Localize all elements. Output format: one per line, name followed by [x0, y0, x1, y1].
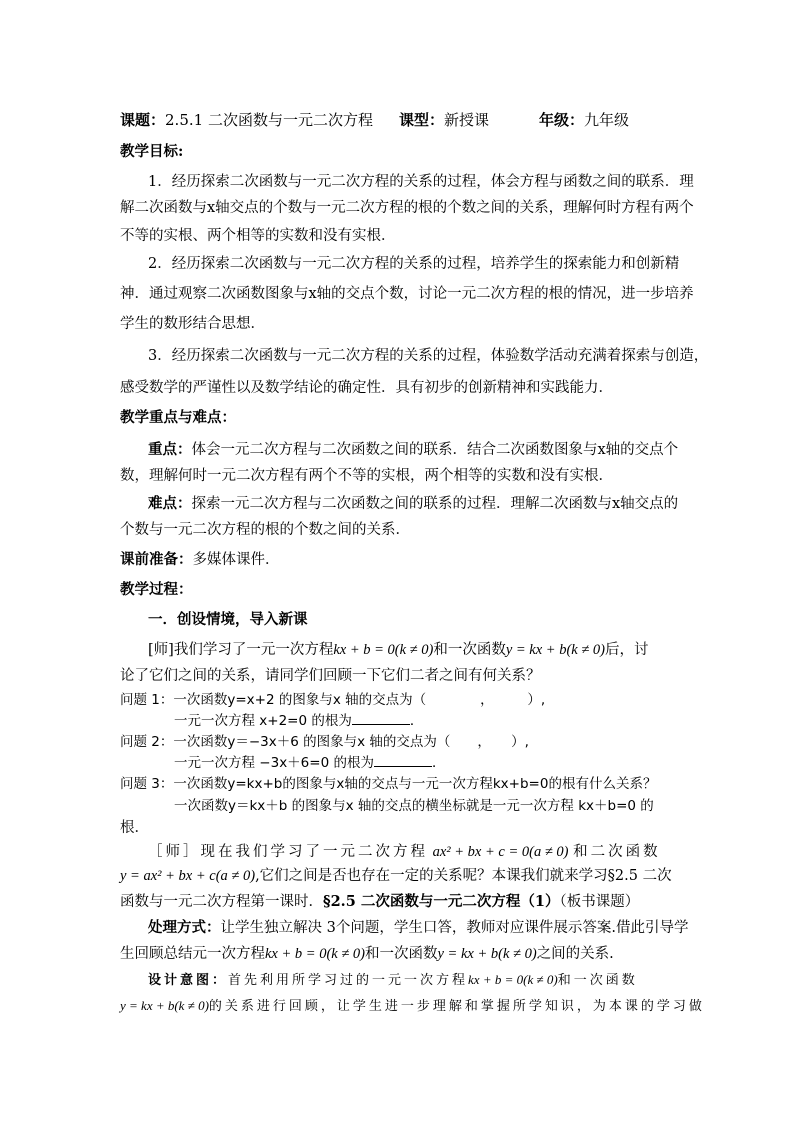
objective-1-line-2: 解二次函数与x轴交点的个数与一元二次方程的根的个数之间的关系，理解何时方程有两个: [120, 200, 694, 216]
teacher-quad-line-2: [120, 866, 672, 886]
design-label: 设计意图：: [148, 973, 229, 988]
key-point-line-2: 数，理解何时一元二次方程有两个不等的实根，两个相等的实数和没有实根．: [120, 468, 613, 484]
teacher-intro-text-a: [师]我们学习了一元一次方程: [148, 642, 334, 658]
quadratic-function: y = ax² + bx + c(a ≠ 0): [120, 868, 256, 884]
objective-1-line-1: 1．经历探索二次函数与一元二次方程的关系的过程，体会方程与函数之间的联系．理: [148, 174, 694, 190]
answer-blank: [374, 752, 432, 767]
prep-value: 多媒体课件．: [192, 552, 280, 568]
board-note: （板书课题）: [559, 894, 640, 910]
design-line-2: [120, 996, 705, 1017]
key-point-label: 重点：: [148, 441, 192, 458]
teacher-intro-line-1: [148, 640, 649, 660]
topic-value: 2.5.1 二次函数与一元二次方程: [165, 111, 373, 129]
question-3-line-2: 一次函数y＝kx＋b 的图象与x 轴的交点的横坐标就是一元一次方程 kx＋b=0 的: [174, 798, 654, 814]
method-text-a: 让学生独立解决 3个问题，学生口答，教师对应课件展示答案.借此引导学: [220, 920, 689, 936]
grade-label: 年级：: [538, 111, 584, 129]
objectives-heading: 教学目标:: [120, 143, 184, 160]
method-linear-equation: kx + b = 0(k ≠ 0): [265, 946, 365, 962]
prep-label: 课前准备：: [120, 551, 193, 568]
objective-2-line-2: 神．通过观察二次函数图象与x轴的交点个数，讨论一元二次方程的根的情况，进一步培养: [120, 286, 694, 302]
question-1-line-1: 问题 1：一次函数y=x+2 的图象与x 轴的交点为（ ， ）,: [120, 692, 546, 708]
method-label: 处理方式：: [148, 919, 221, 936]
teacher-quad-text-c: ,它们之间是否也存在一定的关系呢？本课我们就来学习§2.5 二次: [255, 868, 672, 884]
teacher-intro-text-c: 后，讨: [605, 642, 649, 658]
linear-function: y = kx + b(k ≠ 0): [505, 642, 606, 658]
design-line-1: [148, 970, 638, 991]
objective-2-line-1: 2．经历探索二次函数与一元二次方程的关系的过程，培养学生的探索能力和创新精: [148, 256, 680, 272]
question-3-line-3: 根．: [120, 820, 149, 836]
method-line-2: [120, 944, 614, 964]
linear-equation: kx + b = 0(k ≠ 0): [333, 642, 434, 658]
objective-3-line-1: 3．经历探索二次函数与一元二次方程的关系的过程，体验数学活动充满着探索与创造，: [148, 348, 709, 364]
type-label: 课型：: [398, 111, 444, 129]
key-point-line-1: [148, 440, 678, 460]
difficulty-text: 探索一元二次方程与二次函数之间的联系的过程．理解二次函数与x轴交点的: [191, 496, 679, 512]
objective-1-line-3: 不等的实根、两个相等的实数和没有实根．: [120, 228, 396, 244]
lesson-header: [120, 110, 629, 130]
section-1-heading: 一．创设情境，导入新课: [148, 611, 308, 628]
design-text-a1: 首先利用所学习过的一元一次方程: [228, 973, 469, 988]
objective-3-line-2: 感受数学的严谨性以及数学结论的确定性．具有初步的创新精神和实践能力．: [120, 380, 613, 396]
question-1-text: 一元一次方程 x+2=0 的根为: [174, 713, 352, 729]
quadratic-equation: ax² + bx + c = 0(a ≠ 0): [432, 844, 569, 860]
question-2-line-1: 问题 2：一次函数y＝−3x＋6 的图象与x 轴的交点为（ ， ）,: [120, 734, 529, 750]
grade-value: 九年级: [584, 111, 630, 129]
design-linear-equation: kx + b = 0(k ≠ 0): [468, 972, 558, 987]
keypoints-heading: 教学重点与难点：: [120, 409, 236, 426]
type-value: 新授课: [443, 111, 489, 129]
design-linear-function: y = kx + b(k ≠ 0): [120, 998, 209, 1013]
teacher-intro-line-2: 论了它们之间的关系，请同学们回顾一下它们二者之间有何关系？: [120, 668, 541, 684]
teacher-quad-text-a: ［师］现在我们学习了一元二次方程: [148, 844, 428, 860]
objective-2-line-3: 学生的数形结合思想．: [120, 316, 265, 332]
question-3-line-1: 问题 3：一次函数y=kx+b的图象与x轴的交点与一元一次方程kx+b=0的根有什么关系？: [120, 776, 657, 792]
teacher-quad-text-b: 和二次函数: [573, 844, 661, 860]
teacher-quad-text-d: 函数与一元二次方程第一课时．: [120, 894, 323, 910]
teacher-quad-line-3: [120, 892, 639, 912]
method-linear-function: y = kx + b(k ≠ 0): [437, 946, 537, 962]
process-heading: 教学过程：: [120, 581, 193, 598]
design-text-a2: 和一次函数: [557, 973, 638, 988]
method-line-1: [148, 918, 688, 938]
method-text-b2: 和一次函数: [365, 946, 438, 962]
difficulty-label: 难点：: [148, 495, 192, 512]
topic-label: 课题：: [120, 111, 166, 129]
prep-line: [120, 550, 280, 570]
question-2-text: 一元一次方程 −3x＋6=0 的根为: [174, 755, 374, 771]
method-text-b1: 生回顾总结元一次方程: [120, 946, 265, 962]
board-title: §2.5 二次函数与一元二次方程（1）: [323, 893, 560, 910]
key-point-text: 体会一元二次方程与二次函数之间的联系．结合二次函数图象与x轴的交点个: [191, 442, 679, 458]
method-text-b3: 之间的关系.: [536, 946, 614, 962]
question-2-line-2: 一元一次方程 −3x＋6=0 的根为 ．: [174, 752, 445, 773]
difficulty-line-2: 个数与一元二次方程的根的个数之间的关系．: [120, 522, 410, 538]
teacher-quad-line-1: [148, 842, 661, 862]
design-text-b: 的关系进行回顾，让学生进一步理解和掌握所学知识，为本课的学习做: [208, 999, 705, 1014]
teacher-intro-text-b: 和一次函数: [433, 642, 506, 658]
difficulty-line-1: [148, 494, 678, 514]
question-1-line-2: 一元一次方程 x+2=0 的根为 ．: [174, 710, 423, 731]
answer-blank: [352, 710, 410, 725]
